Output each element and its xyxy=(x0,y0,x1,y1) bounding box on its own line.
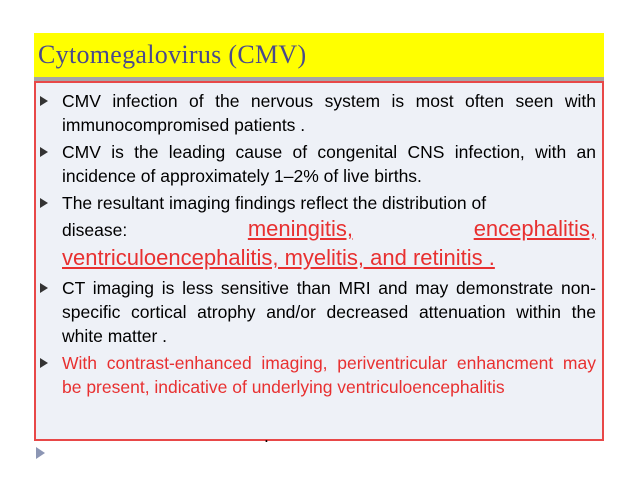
triangle-bullet-icon xyxy=(40,198,48,208)
title-bar xyxy=(34,33,604,77)
triangle-bullet-icon xyxy=(40,96,48,106)
bullet-item-3 xyxy=(36,191,602,273)
disease-line xyxy=(62,215,596,244)
disease-label: disease: xyxy=(62,220,128,240)
content-box xyxy=(34,81,604,441)
triangle-bullet-icon xyxy=(40,358,48,368)
trailing-period: . xyxy=(264,426,269,446)
bullet-item-1 xyxy=(36,89,602,137)
bullet-item-4 xyxy=(36,276,602,348)
bullet-text: With contrast-enhanced imaging, periventricular enhancment may be present, indicative of underlying ventriculoencephalitis xyxy=(62,353,596,397)
encephalitis-text: encephalitis, xyxy=(473,216,596,241)
bullet-text: CMV infection of the nervous system is most often seen with immunocompromised patients . xyxy=(62,91,596,135)
meningitis-text: meningitis, xyxy=(247,216,354,241)
triangle-bullet-icon xyxy=(40,147,48,157)
bullet-item-5 xyxy=(36,351,602,399)
bullet-text: CT imaging is less sensitive than MRI and may demonstrate non-specific cortical atrophy and/or decreased attenuation within the white matter . xyxy=(62,278,596,346)
bullet-text: CMV is the leading cause of congenital CNS infection, with an incidence of approximately 1–2% of live births. xyxy=(62,142,596,186)
bullet-list xyxy=(36,89,602,402)
sub-bullet-icon xyxy=(36,447,45,459)
slide-title: Cytomegalovirus (CMV) xyxy=(38,40,307,69)
bullet-item-2 xyxy=(36,140,602,188)
triangle-bullet-icon xyxy=(40,283,48,293)
bullet-text: The resultant imaging findings reflect the distribution of xyxy=(62,193,487,213)
disease-list-line xyxy=(62,244,596,273)
disease-list-text: ventriculoencephalitis, myelitis, and retinitis . xyxy=(62,245,495,270)
